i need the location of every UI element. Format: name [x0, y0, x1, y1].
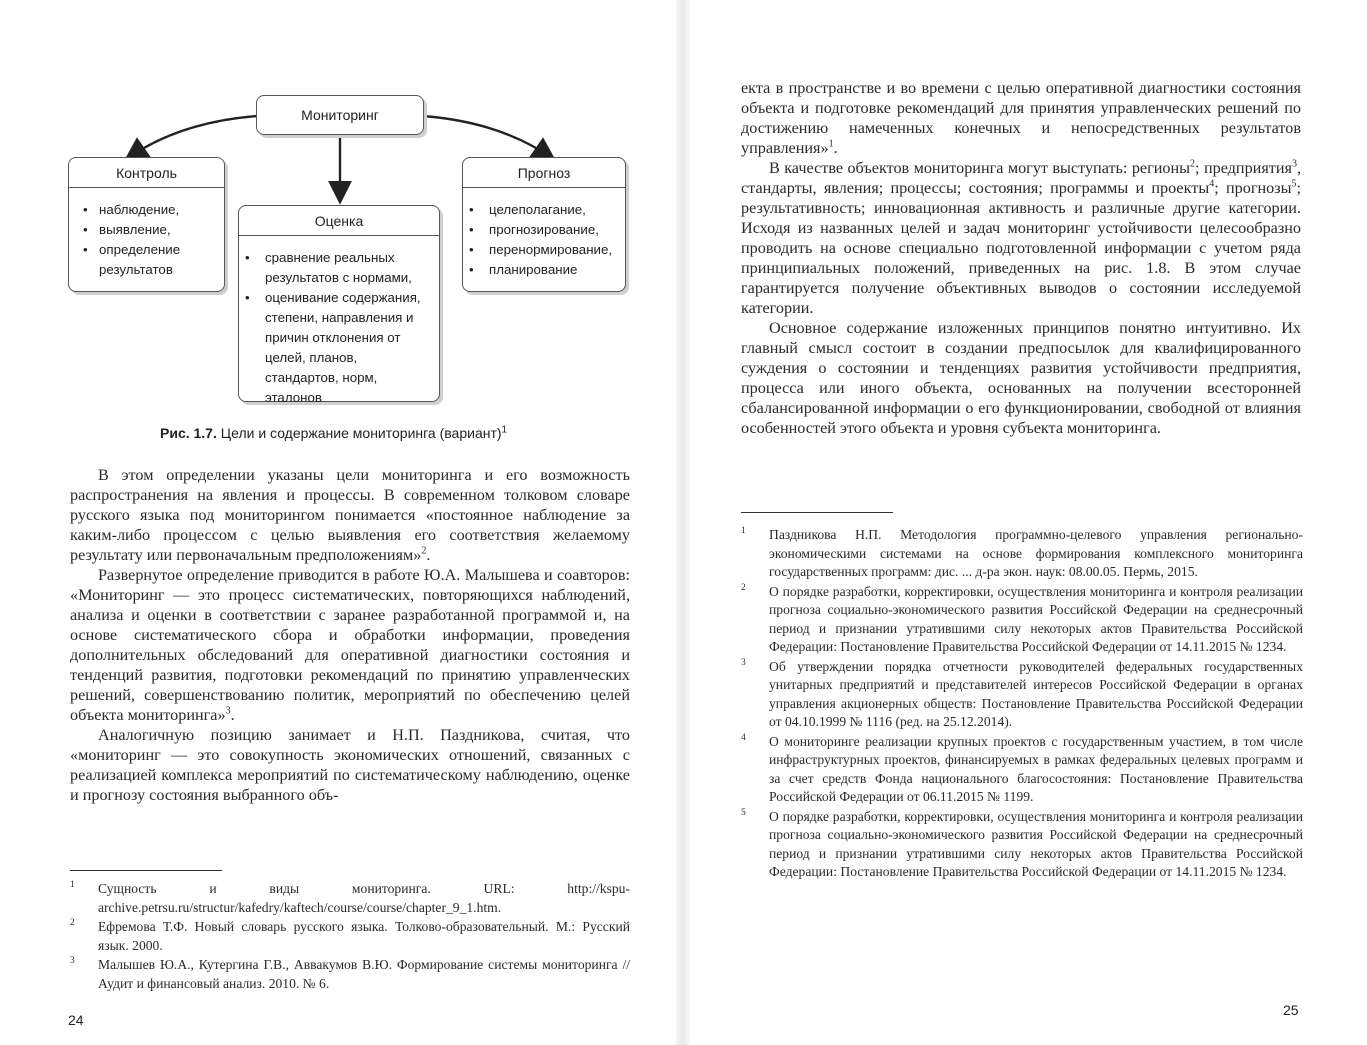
footnote: 4 О мониторинге реализации крупных проектов с государственным участием, в том числе инфраструктурных проектов, финансируемых в рамках федеральных целевых программ и за счет средств Фонда национального благосостояния: Постановление Правительства Российской Федерации от 06.11.2015 № 1199. [741, 732, 1303, 804]
right-page [683, 0, 1367, 1045]
box-title-evaluation: Оценка [239, 206, 439, 236]
footnote: 2 Ефремова Т.Ф. Новый словарь русского языка. Толково-образовательный. М.: Русский язык. 2000. [70, 918, 630, 953]
box-title-control: Контроль [69, 158, 224, 188]
list-item: • оценивание содержания, степени, направления и причин отклонения от целей, планов, стандартов, норм, эталонов [245, 288, 425, 408]
figure-caption [160, 425, 580, 441]
footnote: 5 О порядке разработки, корректировки, осуществления мониторинга и контроля реализации прогноза социально-экономического развития Российской Федерации на среднесрочный период и признании утратившими силу некоторых актов Правительства Российской Федерации: Постановление Правительства Российской Федерации от 14.11.2015 № 1234. [741, 807, 1303, 879]
list-item: • перенормирование, [469, 240, 625, 260]
paragraph: екта в пространстве и во времени с целью оперативной диагностики состояния объекта и подготовке рекомендаций для принятия управленческих решений по достижению намеченных конечных и непосредственных результатов управления»$^1$. [741, 79, 1301, 157]
caption-text: Цели и содержание мониторинга (вариант) [216, 425, 502, 441]
footnote-rule [70, 870, 222, 871]
footnote: 1 Паздникова Н.П. Методология программно-целевого управления регионально-экономическими системами на основе формирования комплексного мониторинга государственных программ: дис. ... д-ра экон. наук: 08.00.05. Пермь, 2015. [741, 526, 1303, 579]
footnote-rule [741, 512, 893, 513]
left-body-text [70, 465, 630, 805]
right-body-text [741, 78, 1301, 438]
arrow-to-control [128, 116, 257, 158]
list-item: • сравнение реальных результатов с нормами, [245, 248, 425, 288]
diagram-box-monitoring [256, 95, 424, 135]
paragraph: Аналогичную позицию занимает и Н.П. Паздникова, считая, что «мониторинг — это совокупность экономических отношений, связанных с реализацией комплекса мероприятий по систематическому наблюдению, оценке и прогнозу состояния выбранного объ- [70, 726, 630, 804]
diagram-box-control [68, 157, 225, 292]
paragraph: В качестве объектов мониторинга могут выступать: регионы$^2$; предприятия$^3$, стандарты, явления; процессы; состояния; программы и проекты$^4$; прогнозы$^5$; результативность; инновационная активность и различные другие категории. Исходя из названных целей и задач мониторинг устойчивости целесообразно проводить на основе специально подготовленной информации с учетом ряда принципиальных положений, приведенных на рис. 1.8. В этом случае гарантируется получение объективных выводов о состоянии исследуемой категории. [741, 158, 1302, 317]
box-title-monitoring: Мониторинг [301, 107, 379, 123]
diagram-box-forecast [462, 157, 626, 292]
left-footnotes [70, 880, 630, 994]
left-page [0, 0, 683, 1045]
right-footnotes [741, 526, 1303, 883]
page-number-left: 24 [68, 1012, 84, 1028]
list-item: • наблюдение, [83, 200, 224, 220]
list-item: • выявление, [83, 220, 224, 240]
list-item: • прогнозирование, [469, 220, 625, 240]
paragraph: В этом определении указаны цели мониторинга и его возможность распространения на явления и процессы. В современном толковом словаре русского языка под мониторингом понимается «постоянное наблюдение за каким-либо процессом с целью выявления его соответствия желаемому результату или первоначальным предположениям»$^2$. [70, 466, 630, 564]
box-title-forecast: Прогноз [463, 158, 625, 188]
caption-label: Рис. 1.7. [160, 425, 217, 441]
page-number-right: 25 [1283, 1002, 1299, 1018]
caption-footnote-ref: 1 [501, 424, 508, 436]
footnote: 2 О порядке разработки, корректировки, осуществления мониторинга и контроля реализации прогноза социально-экономического развития Российской Федерации на среднесрочный период и признании утратившими силу некоторых актов Правительства Российской Федерации: Постановление Правительства Российской Федерации от 14.11.2015 № 1234. [741, 582, 1303, 654]
footnote: 3 Малышев Ю.А., Кутергина Г.В., Аввакумов В.Ю. Формирование системы мониторинга // Аудит и финансовый анализ. 2010. № 6. [70, 956, 630, 991]
footnote: 3 Об утверждении порядка отчетности руководителей федеральных государственных унитарных предприятий и представителей интересов Российской Федерации в органах управления акционерных обществ: Постановление Правительства Российской Федерации от 04.10.1999 № 1116 (ред. на 25.12.2014). [741, 657, 1303, 729]
list-item: • планирование [469, 260, 625, 280]
footnote: 1 Сущность и виды мониторинга. URL: http://kspu-archive.petrsu.ru/structur/kafedry/kaftech/course/course/chapter_9_1.htm. [70, 880, 630, 915]
arrow-to-forecast [423, 116, 552, 158]
list-item: • определение результатов [83, 240, 224, 280]
diagram-box-evaluation [238, 205, 440, 405]
list-item: • целеполагание, [469, 200, 625, 220]
paragraph: Развернутое определение приводится в работе Ю.А. Малышева и соавторов: «Мониторинг — это процесс систематических, повторяющихся наблюдений, анализа и оценки в соответствии с заранее разработанной программой и, на основе систематического сбора и обработки информации, проведения дополнительных обследований для оперативной диагностики состояния и тенденций развития, подготовки рекомендаций по принятию управленческих решений, совершенствованию политик, мероприятий по обеспечению целей объекта мониторинга»$^3$. [70, 566, 630, 724]
paragraph: Основное содержание изложенных принципов понятно интуитивно. Их главный смысл состоит в создании предпосылок для квалифицированного суждения о состоянии и тенденциях развития устойчивости предприятия, процесса или иного объекта, основанных на получении всесторонней сбалансированной информации о его функционировании, свободной от влияния особенностей этого объекта и уровня субъекта мониторинга. [741, 319, 1301, 437]
